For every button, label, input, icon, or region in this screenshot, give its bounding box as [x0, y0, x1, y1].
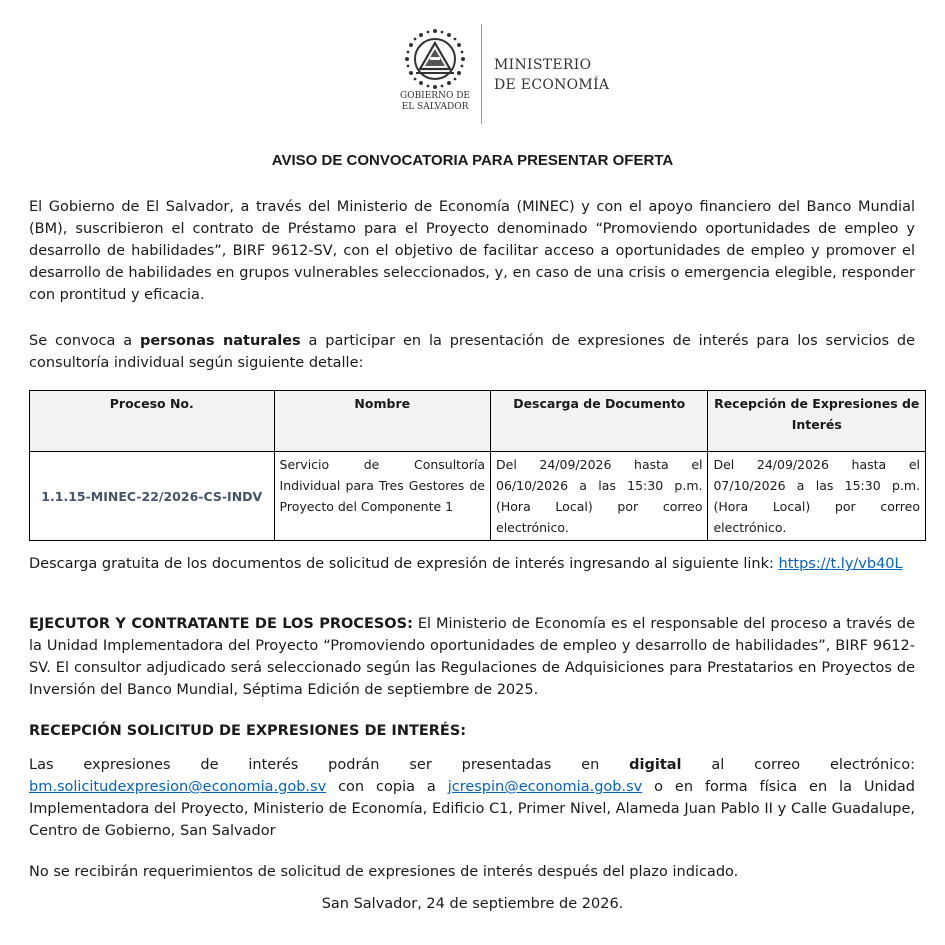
ministry-name-line1: MINISTERIO [494, 57, 592, 73]
header-descarga: Descarga de Documento [491, 391, 708, 452]
ministry-name [494, 55, 609, 95]
cell-nombre: Servicio de Consultoría Individual para Tres Gestores de Proyecto del Componente 1 [274, 452, 490, 541]
table-row [30, 452, 926, 541]
process-table [29, 390, 926, 541]
reception-pre: Las expresiones de interés podrán ser presentadas en [29, 757, 630, 773]
reception-mid2: con copia a [326, 779, 448, 795]
reception-mid1: al correo electrónico: [681, 757, 916, 773]
executor-paragraph [29, 613, 915, 701]
download-paragraph [29, 553, 915, 575]
header-proceso: Proceso No. [30, 391, 275, 452]
email-link-copy[interactable]: jcrespin@economia.gob.sv [447, 779, 643, 795]
executor-label: EJECUTOR Y CONTRATANTE DE LOS PROCESOS: [29, 616, 413, 632]
ministry-name-line2: DE ECONOMÍA [494, 77, 610, 93]
reception-post: o en forma física en la Unidad Implementadora del Proyecto, Ministerio de Economía, Edificio C1, Primer Nivel, Alameda Juan Pablo II y Calle Guadalupe, Centro de Gobierno, San Salvador [29, 779, 915, 839]
header-nombre: Nombre [274, 391, 490, 452]
government-seal [395, 24, 475, 124]
cell-proceso: 1.1.15-MINEC-22/2026-CS-INDV [30, 452, 275, 541]
reception-bold: digital [629, 757, 682, 773]
notice-title: AVISO DE CONVOCATORIA PARA PRESENTAR OFERTA [271, 152, 674, 169]
header-divider [481, 24, 482, 124]
government-name-line1: GOBIERNO DE [400, 91, 470, 101]
call-post: a participar en la presentación de expresiones de interés para los servicios de consultoría individual según siguiente detalle: [29, 333, 916, 371]
reception-heading: RECEPCIÓN SOLICITUD DE EXPRESIONES DE INTERÉS: [29, 723, 467, 739]
call-bold: personas naturales [139, 333, 301, 349]
call-paragraph [29, 330, 915, 374]
place-and-date: San Salvador, 24 de septiembre de 2026. [321, 896, 624, 912]
cell-recepcion: Del 24/09/2026 hasta el 07/10/2026 a las 15:30 p.m. (Hora Local) por correo electrónico. [708, 452, 926, 541]
cell-descarga: Del 24/09/2026 hasta el 06/10/2026 a las 15:30 p.m. (Hora Local) por correo electrónico. [491, 452, 708, 541]
executor-text: El Ministerio de Economía es el responsable del proceso a través de la Unidad Implementadora del Proyecto “Promoviendo oportunidades de empleo y desarrollo de habilidades”, BIRF 9612-SV. El consultor adjudicado será seleccionado según las Regulaciones de Adquisiciones para Prestatarios en Proyectos de Inversión del Banco Mundial, Séptima Edición de septiembre de 2025. [29, 616, 915, 698]
deadline-notice: No se recibirán requerimientos de solicitud de expresiones de interés después del plazo indicado. [29, 864, 739, 880]
government-name-line2: EL SALVADOR [401, 102, 469, 112]
email-link-primary[interactable]: bm.solicitudexpresion@economia.gob.sv [29, 779, 327, 795]
reception-paragraph [29, 754, 915, 842]
coat-of-arms-icon [404, 28, 466, 90]
table-header-row [30, 391, 926, 452]
download-link[interactable]: https://t.ly/vb40L [778, 556, 903, 572]
download-text: Descarga gratuita de los documentos de solicitud de expresión de interés ingresando al siguiente link: [29, 556, 779, 572]
intro-paragraph: El Gobierno de El Salvador, a través del Ministerio de Economía (MINEC) y con el apoyo financiero del Banco Mundial (BM), suscribieron el contrato de Préstamo para el Proyecto denominado “Promoviendo oportunidades de empleo y desarrollo de habilidades”, BIRF 9612-SV, con el objetivo de facilitar acceso a oportunidades de empleo y promover el desarrollo de habilidades en grupos vulnerables seleccionados, y, en caso de una crisis o emergencia elegible, responder con prontitud y eficacia. [29, 199, 915, 303]
header-recepcion: Recepción de Expresiones de Interés [708, 391, 926, 452]
letterhead [395, 24, 655, 124]
call-pre: Se convoca a [29, 333, 140, 349]
